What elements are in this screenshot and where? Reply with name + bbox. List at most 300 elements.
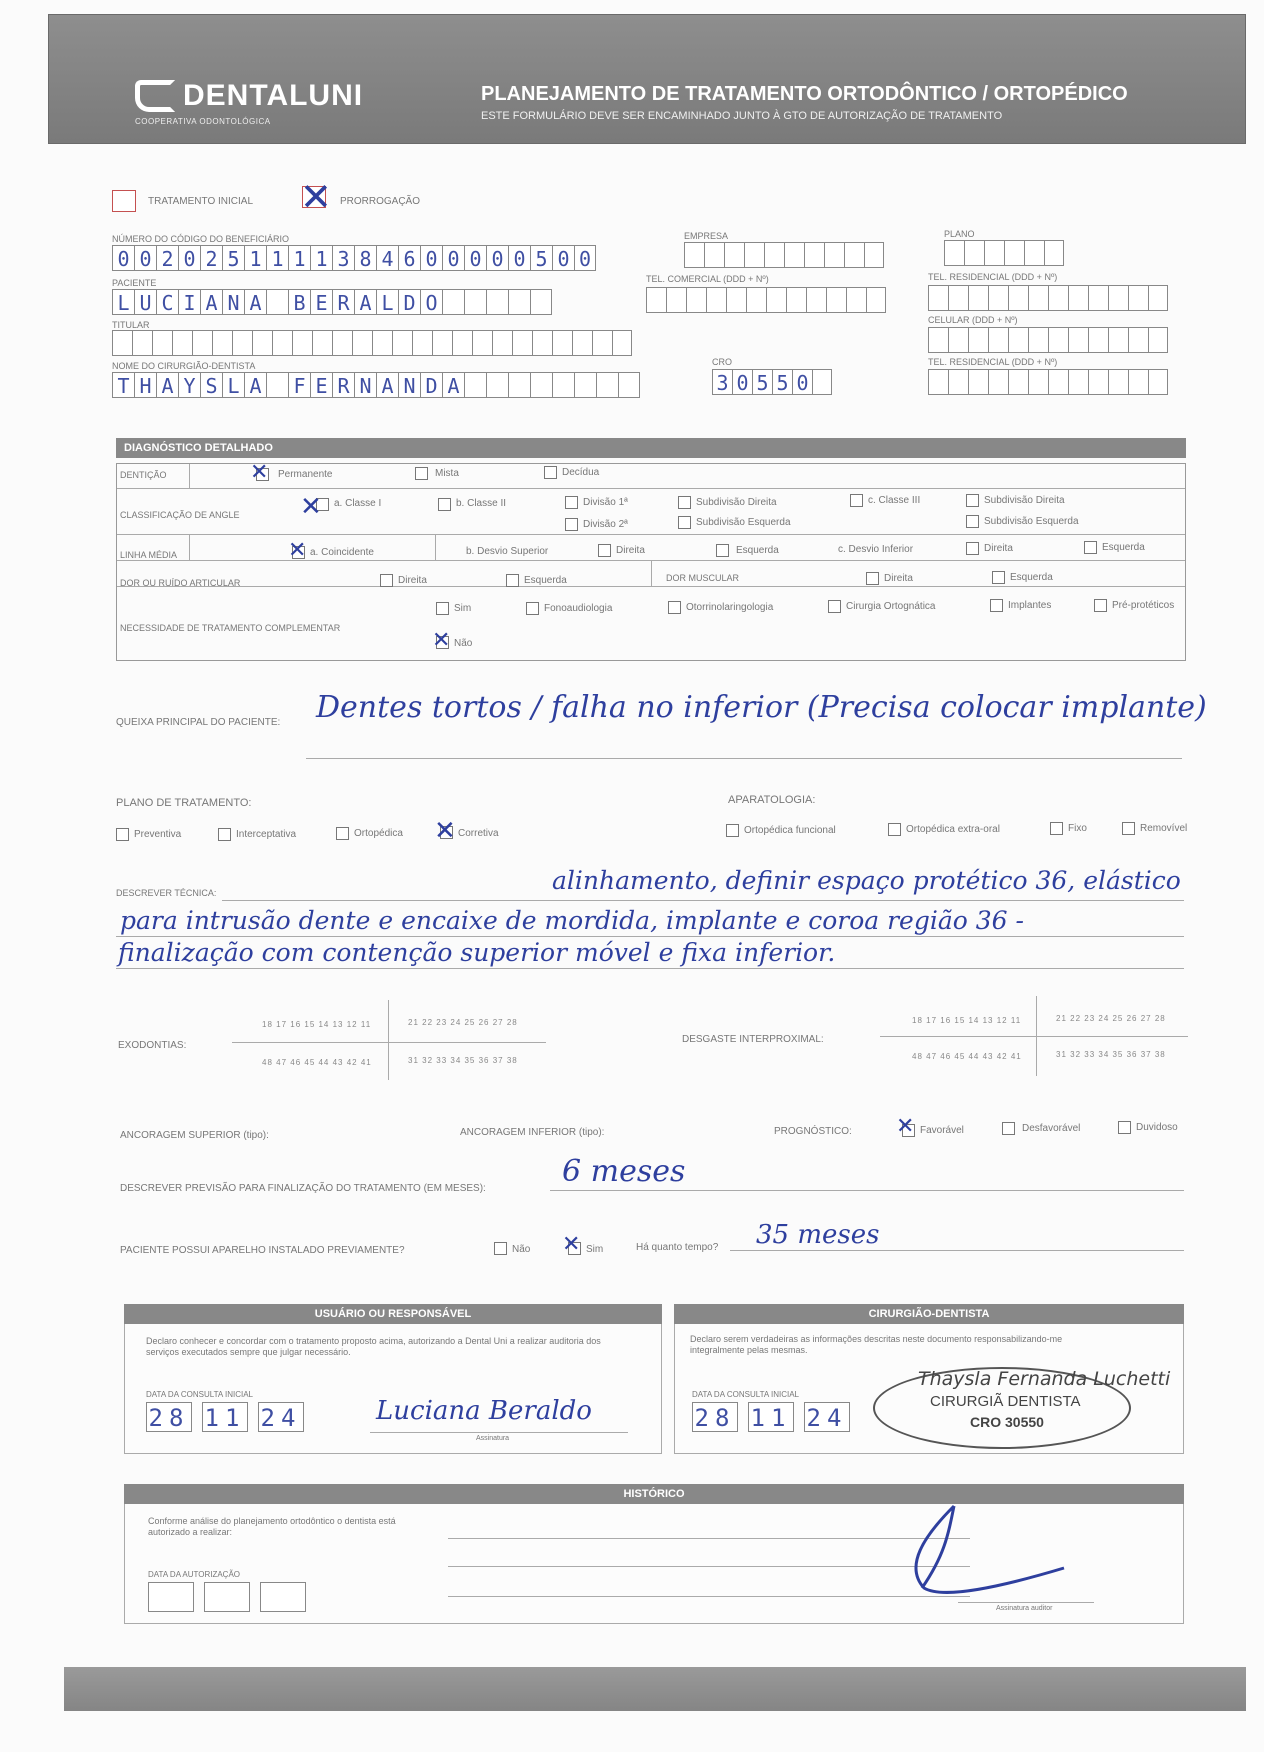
stamp-role: CIRURGIÃ DENTISTA [930, 1393, 1081, 1410]
implants-label: Implantes [1008, 600, 1052, 611]
class2-checkbox[interactable] [438, 498, 451, 511]
corrective-check-mark: ✕ [434, 816, 456, 846]
class3-subdiv-right-checkbox[interactable] [966, 494, 979, 507]
dentist-phone-boxes[interactable] [928, 369, 1168, 395]
char-box [512, 330, 532, 356]
user-date-boxes[interactable] [146, 1402, 314, 1432]
char-box [112, 330, 132, 356]
char-box [272, 330, 292, 356]
doubtful-checkbox[interactable] [1118, 1121, 1131, 1134]
char-box [988, 285, 1008, 311]
patient-name-boxes[interactable] [112, 289, 552, 315]
char-box [684, 242, 704, 268]
char-box [744, 242, 764, 268]
auditor-sign-label: Assinatura auditor [996, 1605, 1053, 1612]
char-box [1108, 369, 1128, 395]
technique-line-2[interactable]: para intrusão dente e encaixe de mordida, implante e coroa região 36 - [120, 906, 1024, 935]
char-box [724, 242, 744, 268]
joint-left-label: Esquerda [524, 575, 567, 586]
char-box [266, 372, 288, 398]
complementary-label: NECESSIDADE DE TRATAMENTO COMPLEMENTAR [120, 623, 341, 633]
char-box [172, 330, 192, 356]
char-box: D [420, 372, 442, 398]
char-box: A [244, 289, 266, 315]
joint-right-label: Direita [398, 575, 427, 586]
char-box [612, 330, 632, 356]
angle-label: CLASSIFICAÇÃO DE ANGLE [120, 510, 240, 520]
date-box: 11 [748, 1402, 794, 1432]
char-box [232, 330, 252, 356]
history-text: Conforme análise do planejamento ortodôntico o dentista está autorizado a realizar: [148, 1516, 396, 1538]
division1-checkbox[interactable] [565, 496, 578, 509]
forecast-value[interactable]: 6 meses [562, 1154, 686, 1189]
char-box: A [442, 372, 464, 398]
char-box [1048, 285, 1068, 311]
appliance-label: APARATOLOGIA: [728, 794, 816, 806]
date-box [204, 1582, 250, 1612]
char-box [452, 330, 472, 356]
extraoral-checkbox[interactable] [888, 823, 901, 836]
char-box [292, 330, 312, 356]
user-declaration: Declaro conhecer e concordar com o tratamento proposto acima, autorizando a Dental Uni a realizar auditoria dos serviços executados sempre que julgar necessário. [146, 1336, 601, 1358]
char-box [552, 372, 574, 398]
char-box [492, 330, 512, 356]
char-box: Y [178, 372, 200, 398]
residential-phone-label: TEL. RESIDENCIAL (DDD + Nº) [928, 272, 1058, 282]
fixed-checkbox[interactable] [1050, 822, 1063, 835]
class3-checkbox[interactable] [850, 494, 863, 507]
char-box [844, 242, 864, 268]
preventive-checkbox[interactable] [116, 828, 129, 841]
char-box: B [288, 289, 310, 315]
char-box [1028, 327, 1048, 353]
char-box [944, 240, 964, 266]
commercial-phone-boxes[interactable] [646, 287, 886, 313]
previous-yes-label: Sim [586, 1244, 604, 1255]
char-box: 8 [354, 245, 376, 271]
dentist-date-boxes[interactable] [692, 1402, 860, 1432]
class3-subdiv-left-checkbox[interactable] [966, 515, 979, 528]
char-box [968, 327, 988, 353]
char-box: N [222, 289, 244, 315]
history-band: HISTÓRICO [124, 1484, 1184, 1504]
char-box: 0 [464, 245, 486, 271]
previous-yes-check-mark: ✕ [562, 1232, 581, 1257]
doubtful-label: Duvidoso [1136, 1122, 1178, 1133]
char-box: 1 [266, 245, 288, 271]
comp-yes-label: Sim [454, 603, 472, 614]
deciduous-label: Decídua [562, 467, 600, 478]
joint-right-checkbox[interactable] [380, 574, 393, 587]
division2-checkbox[interactable] [565, 518, 578, 531]
muscle-pain-label: DOR MUSCULAR [666, 573, 740, 583]
char-box: N [354, 372, 376, 398]
char-box [412, 330, 432, 356]
cell-boxes[interactable] [928, 327, 1168, 353]
extension-check-mark: ✕ [300, 175, 332, 219]
char-box: 2 [200, 245, 222, 271]
char-box: 3 [332, 245, 354, 271]
upper-anchorage-label: ANCORAGEM SUPERIOR (tipo): [120, 1130, 269, 1141]
char-box: 4 [376, 245, 398, 271]
strip-upper-right[interactable]: 18 17 16 15 14 13 12 11 [912, 1016, 1022, 1025]
plan-boxes[interactable] [944, 240, 1064, 266]
interceptive-label: Interceptativa [236, 829, 297, 840]
char-box [1028, 285, 1048, 311]
char-box: A [354, 289, 376, 315]
division1-label: Divisão 1ª [583, 497, 628, 508]
dentist-declaration: Declaro serem verdadeiras as informações descritas neste documento responsabilizando-me integralmente pelas mesmas. [690, 1334, 1063, 1356]
char-box: 3 [712, 369, 732, 395]
favorable-label: Favorável [920, 1125, 964, 1136]
division2-label: Divisão 2ª [583, 519, 628, 530]
technique-label: DESCREVER TÉCNICA: [116, 888, 217, 898]
removable-label: Removível [1140, 823, 1188, 834]
char-box: 5 [222, 245, 244, 271]
char-box [464, 372, 486, 398]
char-box [464, 289, 486, 315]
unfavorable-label: Desfavorável [1022, 1123, 1081, 1134]
char-box [432, 330, 452, 356]
char-box: A [200, 289, 222, 315]
preprosthetic-checkbox[interactable] [1094, 599, 1107, 612]
interceptive-checkbox[interactable] [218, 828, 231, 841]
functional-checkbox[interactable] [726, 824, 739, 837]
subdiv-right-checkbox[interactable] [678, 496, 691, 509]
comp-yes-checkbox[interactable] [436, 602, 449, 615]
dentist-name-label: NOME DO CIRURGIÃO-DENTISTA [112, 361, 256, 371]
surgery-label: Cirurgia Ortognática [846, 601, 936, 612]
char-box [866, 287, 886, 313]
char-box [1128, 285, 1148, 311]
ent-checkbox[interactable] [668, 601, 681, 614]
auditor-signature-drawing [884, 1496, 1084, 1606]
logo-icon [135, 80, 175, 112]
char-box: F [288, 372, 310, 398]
coincident-check-mark: ✕ [288, 538, 307, 563]
char-box [948, 285, 968, 311]
char-box [806, 287, 826, 313]
muscle-right-checkbox[interactable] [866, 572, 879, 585]
speech-label: Fonoaudiologia [544, 603, 613, 614]
char-box [1028, 369, 1048, 395]
char-box [1048, 327, 1068, 353]
char-box [1128, 369, 1148, 395]
dentist-name-boxes[interactable] [112, 372, 640, 398]
char-box: C [156, 289, 178, 315]
char-box [706, 287, 726, 313]
midline-label: LINHA MÉDIA [120, 550, 178, 560]
initial-treatment-checkbox[interactable] [112, 190, 136, 212]
extension-label: PRORROGAÇÃO [340, 196, 421, 207]
char-box: 0 [178, 245, 200, 271]
upper-dev-left-checkbox[interactable] [716, 544, 729, 557]
char-box [574, 372, 596, 398]
char-box [530, 372, 552, 398]
char-box: U [134, 289, 156, 315]
char-box [618, 372, 640, 398]
speech-checkbox[interactable] [526, 602, 539, 615]
header-band [48, 14, 1246, 144]
char-box [1068, 285, 1088, 311]
user-date-label: DATA DA CONSULTA INICIAL [146, 1390, 253, 1399]
authorization-date-boxes[interactable] [148, 1582, 316, 1608]
subdiv-left-checkbox[interactable] [678, 516, 691, 529]
coincident-label: a. Coincidente [310, 547, 374, 558]
date-box: 28 [692, 1402, 738, 1432]
char-box: I [178, 289, 200, 315]
char-box: L [222, 372, 244, 398]
char-box: 0 [732, 369, 752, 395]
mixed-label: Mista [435, 468, 459, 479]
char-box [472, 330, 492, 356]
upper-dev-right-checkbox[interactable] [598, 544, 611, 557]
char-box [1128, 327, 1148, 353]
char-box [1148, 327, 1168, 353]
char-box: E [310, 289, 332, 315]
user-band: USUÁRIO OU RESPONSÁVEL [124, 1304, 662, 1324]
char-box [726, 287, 746, 313]
lower-dev-right-label: Direita [984, 543, 1013, 554]
date-box: 28 [146, 1402, 192, 1432]
form-title: PLANEJAMENTO DE TRATAMENTO ORTODÔNTICO / ORTOPÉDICO [481, 83, 1128, 105]
char-box: 0 [134, 245, 156, 271]
char-box [530, 289, 552, 315]
lower-deviation-label: c. Desvio Inferior [838, 544, 914, 555]
diagnosis-band: DIAGNÓSTICO DETALHADO [116, 438, 1186, 458]
char-box: T [112, 372, 134, 398]
user-signature[interactable]: Luciana Beraldo [376, 1396, 592, 1426]
plan-label: PLANO [944, 229, 975, 239]
extract-upper-left[interactable]: 21 22 23 24 25 26 27 28 [408, 1018, 518, 1027]
char-box [508, 372, 530, 398]
char-box [1008, 285, 1028, 311]
orthopedic-label: Ortopédica [354, 828, 403, 839]
char-box [984, 240, 1004, 266]
char-box [1004, 240, 1024, 266]
char-box [766, 287, 786, 313]
char-box [392, 330, 412, 356]
char-box [596, 372, 618, 398]
class1-check-mark: ✕ [300, 492, 322, 522]
corrective-label: Corretiva [458, 828, 499, 839]
char-box: O [420, 289, 442, 315]
char-box [646, 287, 666, 313]
char-box [704, 242, 724, 268]
previous-no-checkbox[interactable] [494, 1242, 507, 1255]
char-box: E [310, 372, 332, 398]
char-box [486, 289, 508, 315]
char-box [132, 330, 152, 356]
removable-checkbox[interactable] [1122, 822, 1135, 835]
joint-left-checkbox[interactable] [506, 574, 519, 587]
company-label: EMPRESA [684, 231, 729, 241]
time-label: Há quanto tempo? [636, 1242, 719, 1253]
plan-label: PLANO DE TRATAMENTO: [116, 797, 252, 809]
char-box: 0 [508, 245, 530, 271]
char-box [746, 287, 766, 313]
char-box [192, 330, 212, 356]
upper-dev-right-label: Direita [616, 545, 645, 556]
extract-lower-right[interactable]: 48 47 46 45 44 43 42 41 [262, 1058, 372, 1067]
char-box [352, 330, 372, 356]
previous-label: PACIENTE POSSUI APARELHO INSTALADO PREVIAMENTE? [120, 1245, 405, 1256]
class3-subdiv-left-label: Subdivisão Esquerda [984, 516, 1079, 527]
dentition-label: DENTIÇÃO [120, 470, 167, 480]
class3-subdiv-right-label: Subdivisão Direita [984, 495, 1065, 506]
muscle-left-label: Esquerda [1010, 572, 1053, 583]
holder-label: TITULAR [112, 320, 150, 330]
surgery-checkbox[interactable] [828, 600, 841, 613]
upper-deviation-label: b. Desvio Superior [466, 546, 549, 557]
char-box [1024, 240, 1044, 266]
char-box: S [200, 372, 222, 398]
char-box [948, 327, 968, 353]
stripping-label: DESGASTE INTERPROXIMAL: [682, 1034, 824, 1045]
lower-dev-left-label: Esquerda [1102, 542, 1145, 553]
preprosthetic-label: Pré-protéticos [1112, 600, 1175, 611]
char-box [686, 287, 706, 313]
char-box: 1 [244, 245, 266, 271]
char-box: 5 [772, 369, 792, 395]
dentist-date-label: DATA DA CONSULTA INICIAL [692, 1390, 799, 1399]
char-box [812, 369, 832, 395]
char-box [1088, 369, 1108, 395]
char-box: 5 [530, 245, 552, 271]
char-box [1068, 327, 1088, 353]
char-box [846, 287, 866, 313]
char-box [552, 330, 572, 356]
strip-lower-left[interactable]: 31 32 33 34 35 36 37 38 [1056, 1050, 1166, 1059]
technique-line-1[interactable]: alinhamento, definir espaço protético 36, elástico [552, 866, 1181, 895]
cell-label: CELULAR (DDD + Nº) [928, 315, 1018, 325]
char-box [572, 330, 592, 356]
extract-lower-left[interactable]: 31 32 33 34 35 36 37 38 [408, 1056, 518, 1065]
unfavorable-checkbox[interactable] [1002, 1122, 1015, 1135]
lower-dev-left-checkbox[interactable] [1084, 541, 1097, 554]
char-box [332, 330, 352, 356]
char-box [824, 242, 844, 268]
char-box [968, 369, 988, 395]
char-box [1044, 240, 1064, 266]
class3-label: c. Classe III [868, 495, 921, 506]
char-box [988, 369, 1008, 395]
technique-line-3[interactable]: finalização com contenção superior móvel e fixa inferior. [118, 938, 836, 967]
char-box [786, 287, 806, 313]
extractions-label: EXODONTIAS: [118, 1040, 187, 1051]
date-box: 24 [258, 1402, 304, 1432]
char-box: D [398, 289, 420, 315]
char-box [928, 369, 948, 395]
muscle-left-checkbox[interactable] [992, 571, 1005, 584]
char-box [804, 242, 824, 268]
beneficiary-code-boxes[interactable] [112, 245, 596, 271]
extract-upper-right[interactable]: 18 17 16 15 14 13 12 11 [262, 1020, 372, 1029]
residential-phone-boxes[interactable] [928, 285, 1168, 311]
comp-no-check-mark: ✕ [432, 628, 451, 653]
char-box: R [332, 289, 354, 315]
char-box: 0 [792, 369, 812, 395]
char-box [212, 330, 232, 356]
joint-pain-label: DOR OU RUÍDO ARTICULAR [120, 578, 241, 588]
forecast-label: DESCREVER PREVISÃO PARA FINALIZAÇÃO DO TRATAMENTO (EM MESES): [120, 1183, 486, 1194]
complaint-label: QUEIXA PRINCIPAL DO PACIENTE: [116, 717, 281, 728]
char-box: 5 [752, 369, 772, 395]
class1-label: a. Classe I [334, 498, 382, 509]
char-box: 0 [574, 245, 596, 271]
logo-subtitle: COOPERATIVA ODONTOLÓGICA [135, 117, 271, 126]
footer-band [64, 1667, 1246, 1711]
char-box: R [332, 372, 354, 398]
previous-no-label: Não [512, 1244, 531, 1255]
char-box [864, 242, 884, 268]
strip-lower-right[interactable]: 48 47 46 45 44 43 42 41 [912, 1052, 1022, 1061]
char-box [928, 327, 948, 353]
user-sign-label: Assinatura [476, 1435, 510, 1442]
fixed-label: Fixo [1068, 823, 1087, 834]
char-box: 0 [552, 245, 574, 271]
holder-boxes[interactable] [112, 330, 632, 356]
extraoral-label: Ortopédica extra-oral [906, 824, 1000, 835]
char-box [486, 372, 508, 398]
strip-upper-left[interactable]: 21 22 23 24 25 26 27 28 [1056, 1014, 1166, 1023]
patient-label: PACIENTE [112, 278, 157, 288]
dentist-band: CIRURGIÃO-DENTISTA [674, 1304, 1184, 1324]
char-box [532, 330, 552, 356]
subdiv-right-label: Subdivisão Direita [696, 497, 777, 508]
char-box [266, 289, 288, 315]
char-box: L [376, 289, 398, 315]
orthopedic-checkbox[interactable] [336, 827, 349, 840]
dentaluni-logo [135, 79, 363, 113]
ent-label: Otorrinolaringologia [686, 602, 774, 613]
company-boxes[interactable] [684, 242, 884, 268]
class2-label: b. Classe II [456, 498, 507, 509]
prognosis-label: PROGNÓSTICO: [774, 1126, 852, 1137]
mixed-checkbox[interactable] [415, 467, 428, 480]
char-box [948, 369, 968, 395]
stamp-cro: CRO 30550 [970, 1414, 1044, 1430]
permanent-label: Permanente [278, 469, 333, 480]
char-box [666, 287, 686, 313]
char-box [764, 242, 784, 268]
complaint-text[interactable]: Dentes tortos / falha no inferior (Precisa colocar implante) [316, 690, 1207, 725]
char-box: 1 [288, 245, 310, 271]
char-box: 1 [310, 245, 332, 271]
char-box [312, 330, 332, 356]
cro-boxes[interactable] [712, 369, 832, 395]
char-box: 0 [420, 245, 442, 271]
char-box [592, 330, 612, 356]
char-box [784, 242, 804, 268]
initial-treatment-label: TRATAMENTO INICIAL [148, 196, 254, 207]
char-box: A [156, 372, 178, 398]
char-box [442, 289, 464, 315]
date-box [260, 1582, 306, 1612]
cro-label: CRO [712, 357, 732, 367]
authorization-date-label: DATA DA AUTORIZAÇÃO [148, 1570, 241, 1579]
char-box [988, 327, 1008, 353]
char-box [1048, 369, 1068, 395]
char-box [826, 287, 846, 313]
implants-checkbox[interactable] [990, 599, 1003, 612]
char-box [1088, 327, 1108, 353]
deciduous-checkbox[interactable] [544, 466, 557, 479]
time-value[interactable]: 35 meses [756, 1220, 880, 1250]
char-box: H [134, 372, 156, 398]
char-box [968, 285, 988, 311]
lower-dev-right-checkbox[interactable] [966, 542, 979, 555]
